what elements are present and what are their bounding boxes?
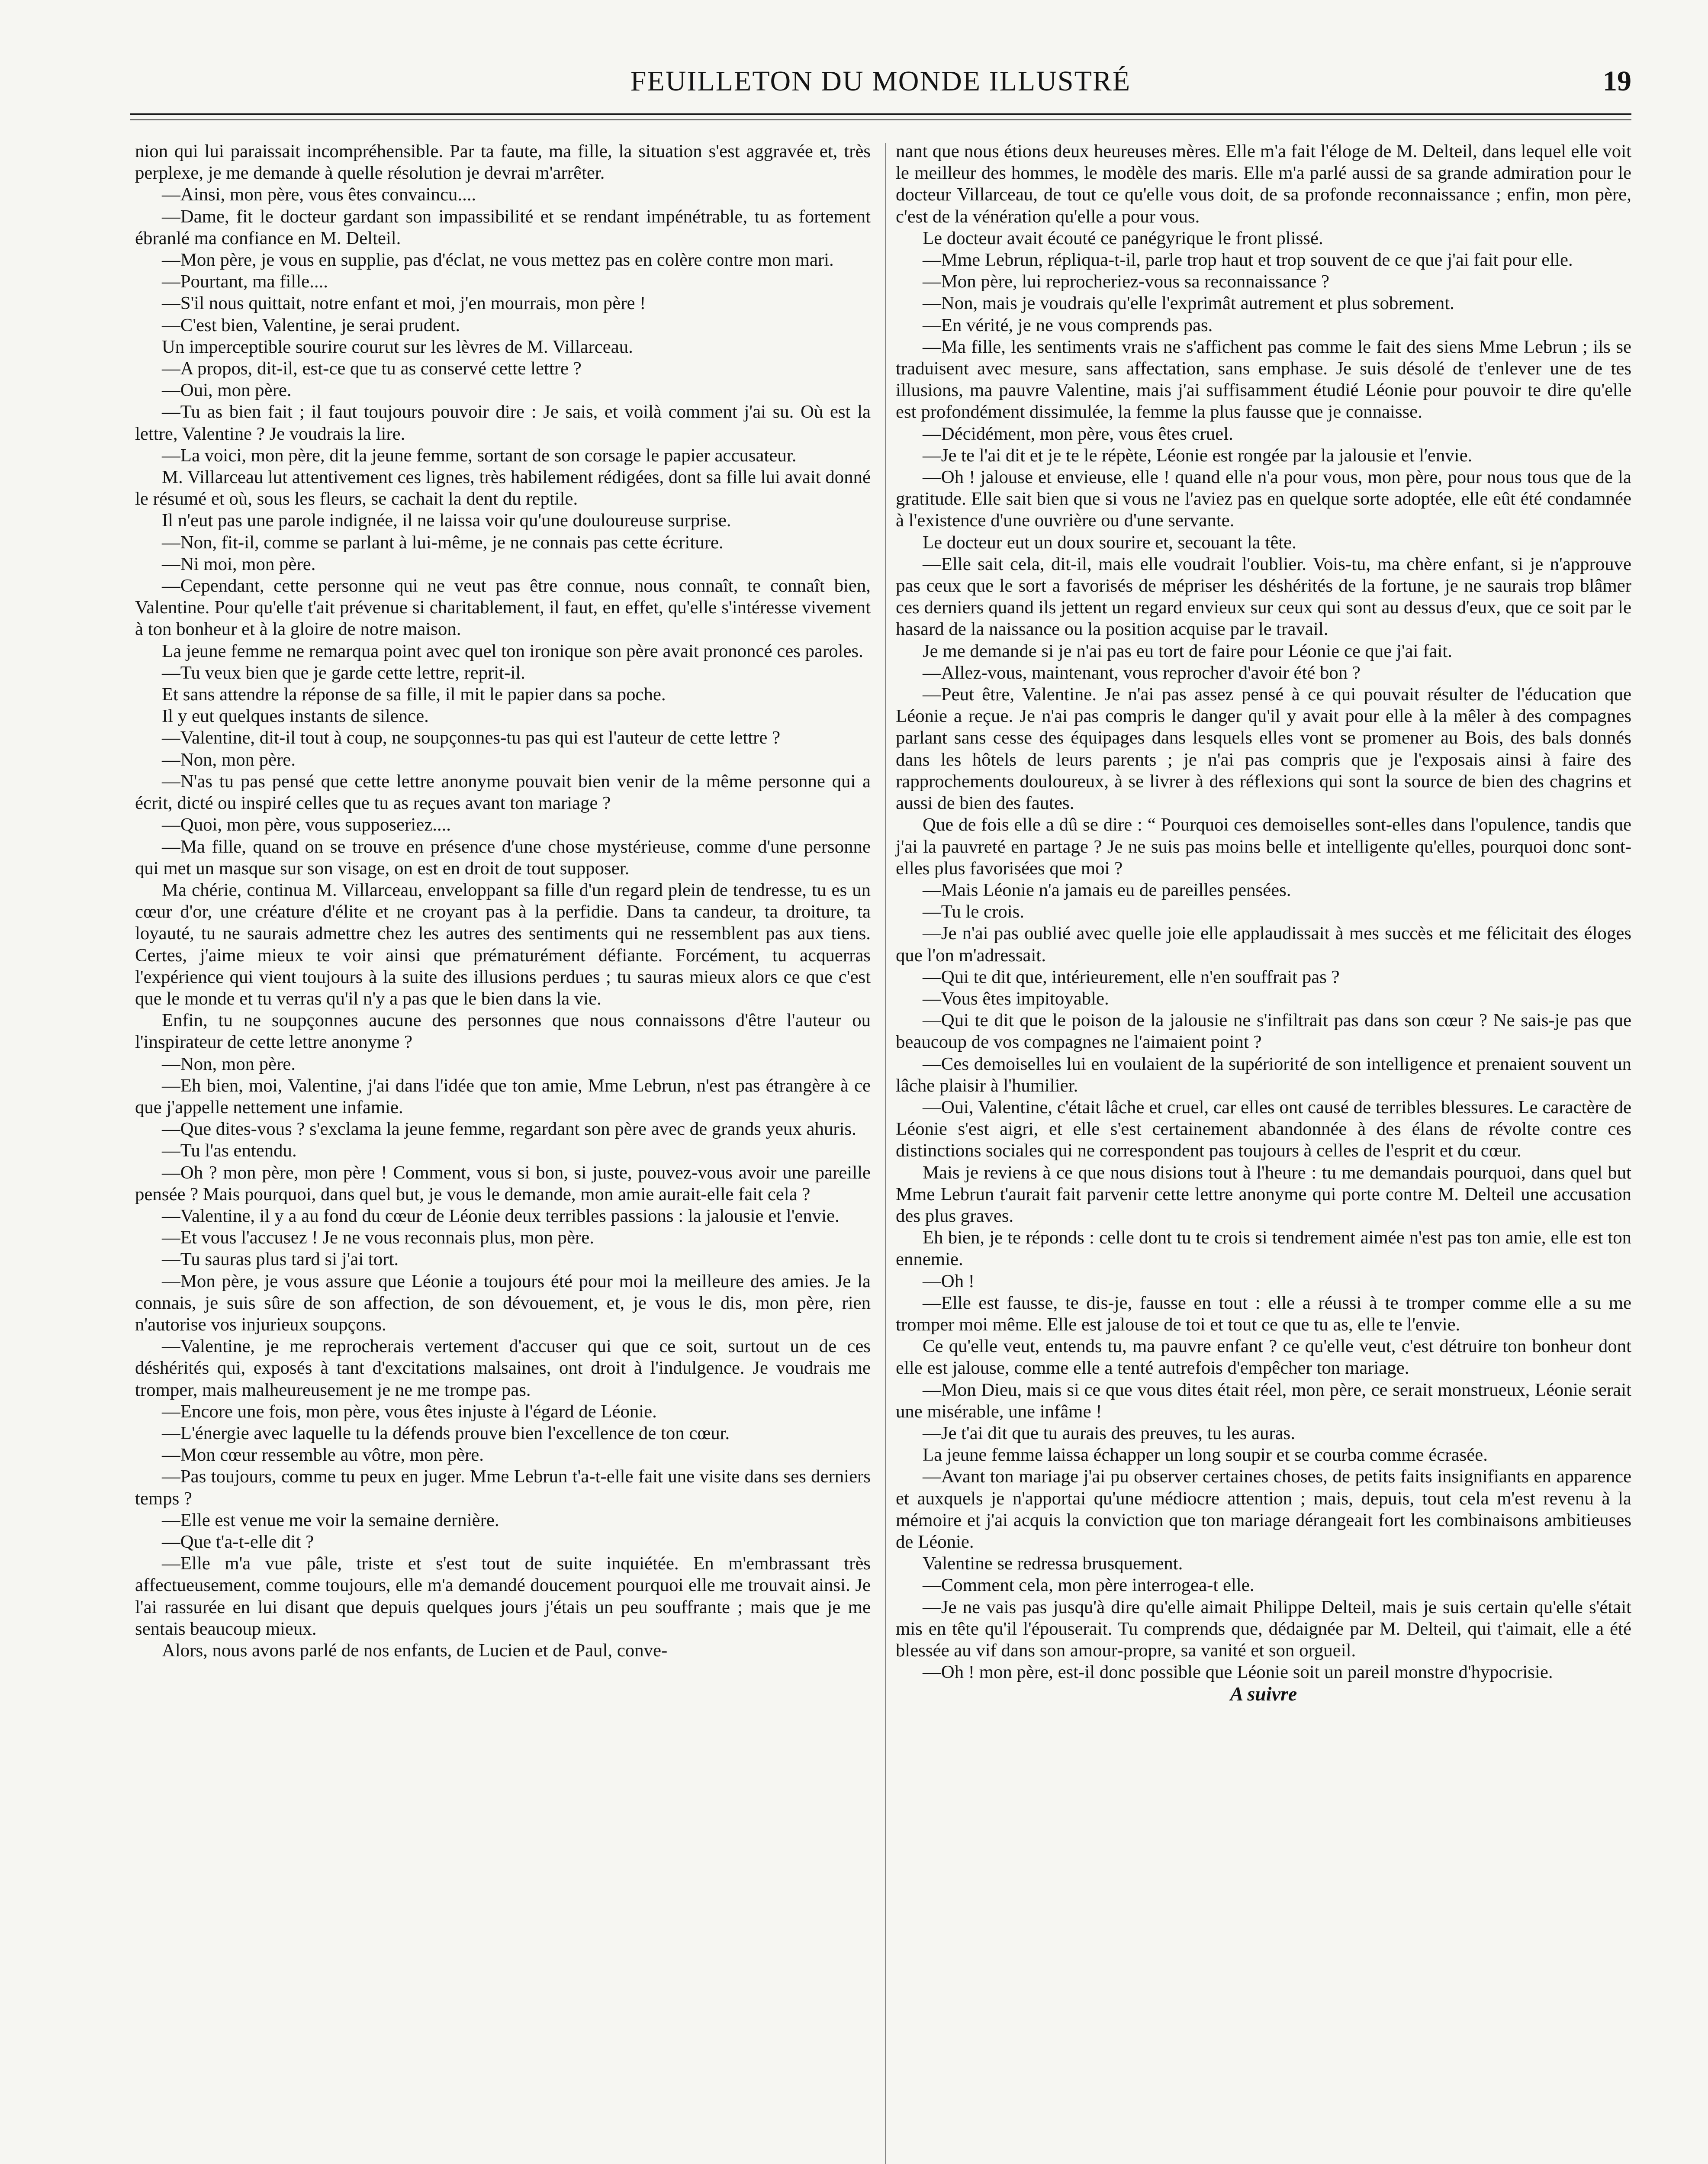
paragraph: Le docteur eut un doux sourire et, secouant la tête.: [923, 532, 1296, 553]
paragraph: Ce qu'elle veut, entends tu, ma pauvre enfant ? ce qu'elle veut, c'est détruire ton bonheur dont elle est jalouse, comme elle a tenté autrefois d'empêcher ton mariage.: [896, 1336, 1631, 1378]
paragraph: Il y eut quelques instants de silence.: [162, 706, 429, 727]
paragraph: Un imperceptible sourire courut sur les lèvres de M. Villarceau.: [162, 336, 633, 357]
paragraph: Mais je reviens à ce que nous disions tout à l'heure : tu me demandais pourquoi, dans quel but Mme Lebrun t'aurait fait parvenir cette lettre anonyme qui porte contre M. Delteil une accusation des plus graves.: [896, 1162, 1631, 1226]
to-be-continued: A suivre: [1230, 1683, 1297, 1705]
paragraph: —Tu l'as entendu.: [162, 1140, 297, 1161]
paragraph: —Pas toujours, comme tu peux en juger. Mme Lebrun t'a-t-elle fait une visite dans ses derniers temps ?: [135, 1466, 871, 1509]
paragraph: Et sans attendre la réponse de sa fille, il mit le papier dans sa poche.: [162, 684, 666, 705]
paragraph: —S'il nous quittait, notre enfant et moi, j'en mourrais, mon père !: [162, 293, 646, 314]
header-rule-thick: [130, 113, 1631, 115]
paragraph: Ma chérie, continua M. Villarceau, enveloppant sa fille d'un regard plein de tendresse, tu es un cœur d'or, une créature d'élite et ne croyant pas à la perfidie. Dans ta candeur, ta droiture, ta loyauté, tu ne saurais admettre chez les autres des sentiments qui ne ressemblent pas aux tiens. Certes, j'aime mieux te voir ainsi que prématurément défiante. Forcément, tu acquerras l'expérience qui vient toujours à la suite des illusions perdues ; tu sauras mieux alors ce que c'est que le monde et tu verras qu'il n'y a pas que le bien dans la vie.: [135, 879, 871, 1009]
paragraph: —Non, mais je voudrais qu'elle l'exprimât autrement et plus sobrement.: [923, 293, 1454, 314]
paragraph: —Ces demoiselles lui en voulaient de la supériorité de son intelligence et prenaient souvent un lâche plaisir à l'humilier.: [896, 1053, 1631, 1096]
paragraph: —Je t'ai dit que tu aurais des preuves, tu les auras.: [923, 1423, 1296, 1443]
paragraph: —Tu sauras plus tard si j'ai tort.: [162, 1249, 399, 1270]
paragraph: —Non, fit-il, comme se parlant à lui-même, je ne connais pas cette écriture.: [162, 532, 724, 553]
right-column: [896, 141, 1631, 1705]
paragraph: —Mon père, je vous assure que Léonie a toujours été pour moi la meilleure des amies. Je la connais, je suis sûre de son affection, de son dévouement, et, je vous le dis, mon père, rien n'autorise vos injurieux soupçons.: [135, 1271, 871, 1335]
paragraph: nant que nous étions deux heureuses mères. Elle m'a fait l'éloge de M. Delteil, dans lequel elle voit le meilleur des hommes, le modèle des maris. Elle m'a parlé aussi de sa grande admiration pour le docteur Villarceau, de tout ce qu'elle vous doit, de sa profonde reconnaissance ; enfin, mon père, c'est de la vénération qu'elle a pour vous.: [896, 141, 1631, 227]
paragraph: La jeune femme ne remarqua point avec quel ton ironique son père avait prononcé ces paroles.: [162, 641, 863, 661]
paragraph: —Comment cela, mon père interrogea-t elle.: [923, 1575, 1254, 1596]
paragraph: nion qui lui paraissait incompréhensible. Par ta faute, ma fille, la situation s'est aggravée et, très perplexe, je me demande à quelle résolution je devrai m'arrêter.: [135, 141, 871, 184]
paragraph: —Que t'a-t-elle dit ?: [162, 1532, 314, 1552]
paragraph: —Oui, mon père.: [162, 380, 292, 401]
paragraph: —A propos, dit-il, est-ce que tu as conservé cette lettre ?: [162, 358, 582, 379]
paragraph: —Qui te dit que le poison de la jalousie ne s'infiltrait pas dans son cœur ? Ne sais-je pas que beaucoup de vos compagnes ne l'aimaient point ?: [896, 1010, 1631, 1053]
paragraph: —Oh ? mon père, mon père ! Comment, vous si bon, si juste, pouvez-vous avoir une pareille pensée ? Mais pourquoi, dans quel but, je vous le demande, mon amie aurait-elle fait cela ?: [135, 1162, 871, 1204]
paragraph: —Tu veux bien que je garde cette lettre, reprit-il.: [162, 662, 525, 683]
paragraph: Valentine se redressa brusquement.: [923, 1553, 1183, 1574]
paragraph: —Mais Léonie n'a jamais eu de pareilles pensées.: [923, 879, 1291, 900]
paragraph: —Oh !: [923, 1271, 975, 1291]
paragraph: —Dame, fit le docteur gardant son impassibilité et se rendant impénétrable, tu as fortement ébranlé ma confiance en M. Delteil.: [135, 206, 871, 248]
left-column: [135, 141, 871, 1662]
paragraph: —Et vous l'accusez ! Je ne vous reconnais plus, mon père.: [162, 1227, 594, 1248]
paragraph: —Ma fille, quand on se trouve en présence d'une chose mystérieuse, comme d'une personne qui met un masque sur son visage, on est en droit de tout supposer.: [135, 836, 871, 879]
paragraph: —Mon père, je vous en supplie, pas d'éclat, ne vous mettez pas en colère contre mon mari.: [162, 250, 834, 270]
paragraph: —Peut être, Valentine. Je n'ai pas assez pensé à ce qui pouvait résulter de l'éducation que Léonie a reçue. Je n'ai pas compris le danger qu'il y avait pour elle à la mêler à des compagnes parlant sans cesse des équipages dans lesquels elles vont se promener au Bois, des bals donnés dans les hôtels de leurs parents ; je n'ai pas compris que je l'exposais ainsi à faire des rapprochements douloureux, à se livrer à des réflexions qui sont la source de bien des chagrins et aussi de bien des fautes.: [896, 684, 1631, 814]
header-rule-thin: [130, 119, 1631, 120]
paragraph: —Valentine, il y a au fond du cœur de Léonie deux terribles passions : la jalousie et l'envie.: [162, 1205, 840, 1226]
paragraph: —Non, mon père.: [162, 749, 296, 770]
paragraph: —Oui, Valentine, c'était lâche et cruel, car elles ont causé de terribles blessures. Le caractère de Léonie s'est aigri, et elle s'est certainement abandonnée à des élans de révolte contre ces distinctions sociales qui ne correspondent pas toujours à celles de l'esprit et du cœur.: [896, 1097, 1631, 1161]
paragraph: —C'est bien, Valentine, je serai prudent.: [162, 315, 460, 335]
paragraph: —Elle est fausse, te dis-je, fausse en tout : elle a réussi à te tromper comme elle a su me tromper moi même. Elle est jalouse de toi et tout ce que tu as, elle te l'envie.: [896, 1292, 1631, 1335]
page-header: [130, 65, 1631, 104]
paragraph: —Oh ! mon père, est-il donc possible que Léonie soit un pareil monstre d'hypocrisie.: [923, 1662, 1553, 1683]
paragraph: —Valentine, dit-il tout à coup, ne soupçonnes-tu pas qui est l'auteur de cette lettre ?: [162, 728, 781, 748]
paragraph: —En vérité, je ne vous comprends pas.: [923, 315, 1213, 335]
paragraph: M. Villarceau lut attentivement ces lignes, très habilement rédigées, dont sa fille lui avait donné le résumé et où, sous les fleurs, se cachait la dent du reptile.: [135, 467, 871, 509]
paragraph: —Que dites-vous ? s'exclama la jeune femme, regardant son père avec de grands yeux ahuris.: [162, 1119, 856, 1140]
paragraph: —Je n'ai pas oublié avec quelle joie elle applaudissait à mes succès et me félicitait des éloges que l'on m'adressait.: [896, 923, 1631, 966]
paragraph: —Ainsi, mon père, vous êtes convaincu....: [162, 184, 476, 205]
paragraph: —Mme Lebrun, répliqua-t-il, parle trop haut et trop souvent de ce que j'ai fait pour elle.: [923, 250, 1573, 270]
paragraph: —Eh bien, moi, Valentine, j'ai dans l'idée que ton amie, Mme Lebrun, n'est pas étrangère à ce que j'appelle nettement une infamie.: [135, 1075, 871, 1117]
paragraph: La jeune femme laissa échapper un long soupir et se courba comme écrasée.: [923, 1445, 1488, 1465]
paragraph: —Ma fille, les sentiments vrais ne s'affichent pas comme le fait des siens Mme Lebrun ; ils se traduisent avec mesure, sans affectation, sans emphase. Je suis désolé de t'enlever une de tes illusions, ma pauvre Valentine, mais j'ai suffisamment étudié Léonie pour pouvoir te dire qu'elle est profondément dissimulée, la femme la plus fausse que je connaisse.: [896, 336, 1631, 422]
paragraph: —Oh ! jalouse et envieuse, elle ! quand elle n'a pour vous, mon père, pour nous tous que de la gratitude. Elle sait bien que si vous ne l'aviez pas en quelque sorte adoptée, elle eût été condamnée à l'existence d'une ouvrière ou d'une servante.: [896, 467, 1631, 531]
page-number: 19: [1603, 65, 1631, 97]
paragraph: —Valentine, je me reprocherais vertement d'accuser qui que ce soit, surtout un de ces déshérités qui, exposés à tant d'excitations malsaines, ont droit à l'indulgence. Je voudrais me tromper, mais malheureusement je ne me trompe pas.: [135, 1336, 871, 1400]
paragraph: Le docteur avait écouté ce panégyrique le front plissé.: [923, 228, 1323, 248]
paragraph: —L'énergie avec laquelle tu la défends prouve bien l'excellence de ton cœur.: [162, 1423, 730, 1443]
paragraph: —Mon père, lui reprocheriez-vous sa reconnaissance ?: [923, 271, 1329, 292]
paragraph: —Cependant, cette personne qui ne veut pas être connue, nous connaît, te connaît bien, Valentine. Pour qu'elle t'ait prévenue si charitablement, il faut, en effet, qu'elle s'intéresse vivement à ton bonheur et à la gloire de notre maison.: [135, 576, 871, 640]
paragraph: Il n'eut pas une parole indignée, il ne laissa voir qu'une douloureuse surprise.: [162, 510, 731, 531]
paragraph: —La voici, mon père, dit la jeune femme, sortant de son corsage le papier accusateur.: [162, 445, 797, 466]
paragraph: Enfin, tu ne soupçonnes aucune des personnes que nous connaissons d'être l'auteur ou l'inspirateur de cette lettre anonyme ?: [135, 1010, 871, 1053]
paragraph: —Mon cœur ressemble au vôtre, mon père.: [162, 1445, 484, 1465]
column-divider: [885, 143, 886, 2164]
paragraph: —N'as tu pas pensé que cette lettre anonyme pouvait bien venir de la même personne qui a écrit, dicté ou inspiré celles que tu as reçues avant ton mariage ?: [135, 771, 871, 814]
paragraph: —Quoi, mon père, vous supposeriez....: [162, 815, 451, 835]
paragraph: —Vous êtes impitoyable.: [923, 988, 1109, 1009]
paragraph: Je me demande si je n'ai pas eu tort de faire pour Léonie ce que j'ai fait.: [923, 641, 1452, 661]
paragraph: Alors, nous avons parlé de nos enfants, de Lucien et de Paul, conve-: [162, 1640, 668, 1661]
paragraph: —Je te l'ai dit et je te le répète, Léonie est rongée par la jalousie et l'envie.: [923, 445, 1473, 466]
paragraph: —Encore une fois, mon père, vous êtes injuste à l'égard de Léonie.: [162, 1401, 657, 1422]
paragraph: —Elle est venue me voir la semaine dernière.: [162, 1510, 499, 1530]
paragraph: —Elle m'a vue pâle, triste et s'est tout de suite inquiétée. En m'embrassant très affectueusement, comme toujours, elle m'a demandé doucement pourquoi elle me trouvait ainsi. Je l'ai rassurée en lui disant que depuis quelques jours j'étais un peu souffrante ; mais que je me sentais beaucoup mieux.: [135, 1553, 871, 1639]
running-title: FEUILLETON DU MONDE ILLUSTRÉ: [630, 65, 1131, 97]
paragraph: —Avant ton mariage j'ai pu observer certaines choses, de petits faits insignifiants en apparence et auxquels je n'apportai qu'une médiocre attention ; mais, depuis, tout cela m'est revenu à la mémoire et j'ai acquis la conviction que ton mariage dérangeait fort les combinaisons ambitieuses de Léonie.: [896, 1466, 1631, 1552]
paragraph: —Non, mon père.: [162, 1053, 296, 1074]
paragraph: —Ni moi, mon père.: [162, 554, 316, 574]
paragraph: —Allez-vous, maintenant, vous reprocher d'avoir été bon ?: [923, 662, 1361, 683]
paragraph: —Pourtant, ma fille....: [162, 271, 328, 292]
paragraph: Eh bien, je te réponds : celle dont tu te crois si tendrement aimée n'est pas ton amie, elle est ton ennemie.: [896, 1227, 1631, 1270]
paragraph: Que de fois elle a dû se dire : “ Pourquoi ces demoiselles sont-elles dans l'opulence, tandis que j'ai la pauvreté en partage ? Je ne suis pas moins belle et intelligente qu'elles, pourquoi donc sont-elles plus favorisées que moi ?: [896, 815, 1631, 879]
paragraph: —Tu le crois.: [923, 902, 1025, 922]
paragraph: —Qui te dit que, intérieurement, elle n'en souffrait pas ?: [923, 966, 1340, 987]
paragraph: —Décidément, mon père, vous êtes cruel.: [923, 423, 1233, 444]
paragraph: —Je ne vais pas jusqu'à dire qu'elle aimait Philippe Delteil, mais je suis certain qu'elle s'était mis en tête qu'il l'épouserait. Tu comprends que, dédaignée par M. Delteil, qui t'aimait, elle a été blessée au vif dans son amour-propre, sa vanité et son orgueil.: [896, 1597, 1631, 1661]
paragraph: —Mon Dieu, mais si ce que vous dites était réel, mon père, ce serait monstrueux, Léonie serait une misérable, une infâme !: [896, 1379, 1631, 1422]
paragraph: —Elle sait cela, dit-il, mais elle voudrait l'oublier. Vois-tu, ma chère enfant, si je n'approuve pas ceux que le sort a favorisés de mépriser les déshérités de la fortune, je ne saurais trop blâmer ces derniers quand ils jettent un regard envieux sur ceux qui sont au dessus d'eux, que ce soit par le hasard de la naissance ou la position acquise par le travail.: [896, 554, 1631, 640]
paragraph: —Tu as bien fait ; il faut toujours pouvoir dire : Je sais, et voilà comment j'ai su. Où est la lettre, Valentine ? Je voudrais la lire.: [135, 402, 871, 444]
